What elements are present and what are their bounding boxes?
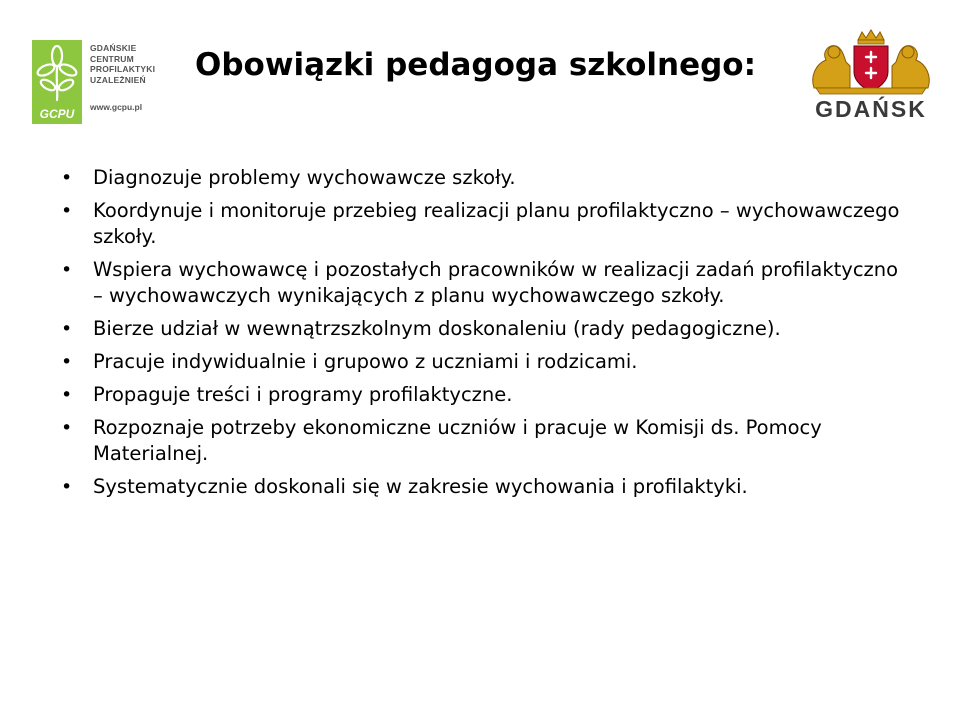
bullet-icon: • <box>61 167 73 189</box>
list-item <box>60 165 900 191</box>
slide-title: Obowiązki pedagoga szkolnego: <box>195 47 756 83</box>
list-item-text: Diagnozuje problemy wychowawcze szkoły. <box>93 166 516 189</box>
list-item <box>60 316 900 342</box>
gdansk-logo <box>806 26 936 126</box>
bullet-icon: • <box>61 318 73 340</box>
gcpu-name-line: PROFILAKTYKI <box>90 64 156 74</box>
gcpu-logo <box>32 40 172 126</box>
list-item-text: Bierze udział w wewnątrzszkolnym doskonaleniu (rady pedagogiczne). <box>93 317 781 340</box>
duties-list <box>60 165 900 507</box>
bullet-icon: • <box>61 259 73 281</box>
bullet-icon: • <box>61 200 73 222</box>
gcpu-name-line: UZALEŻNIEŃ <box>90 74 146 85</box>
list-item-text: Systematycznie doskonali się w zakresie wychowania i profilaktyki. <box>93 475 748 498</box>
list-item-text: Pracuje indywidualnie i grupowo z uczniami i rodzicami. <box>93 350 638 373</box>
list-item <box>60 198 900 250</box>
list-item-text: Rozpoznaje potrzeby ekonomiczne uczniów i pracuje w Komisji ds. Pomocy Materialnej. <box>93 416 822 465</box>
bullet-icon: • <box>61 476 73 498</box>
gdansk-coat-of-arms-icon <box>806 26 936 96</box>
gcpu-name-line: CENTRUM <box>90 53 134 64</box>
gcpu-name-line: GDAŃSKIE <box>90 43 137 53</box>
list-item <box>60 257 900 309</box>
list-item <box>60 415 900 467</box>
list-item <box>60 349 900 375</box>
bullet-icon: • <box>61 384 73 406</box>
bullet-icon: • <box>61 417 73 439</box>
bullet-icon: • <box>61 351 73 373</box>
gcpu-url: www.gcpu.pl <box>90 102 143 112</box>
gcpu-mark-text: GCPU <box>39 107 75 121</box>
gcpu-name <box>90 43 155 85</box>
gdansk-wordmark: GDAŃSK <box>815 96 927 122</box>
list-item-text: Propaguje treści i programy profilaktyczne. <box>93 383 513 406</box>
list-item <box>60 474 900 500</box>
gcpu-flower-icon <box>32 40 82 124</box>
list-item-text: Wspiera wychowawcę i pozostałych pracowników w realizacji zadań profilaktyczno – wychowawczych wynikających z planu wychowawczego szkoły. <box>93 258 899 307</box>
list-item <box>60 382 900 408</box>
list-item-text: Koordynuje i monitoruje przebieg realizacji planu profilaktyczno – wychowawczego szkoły. <box>93 199 900 248</box>
